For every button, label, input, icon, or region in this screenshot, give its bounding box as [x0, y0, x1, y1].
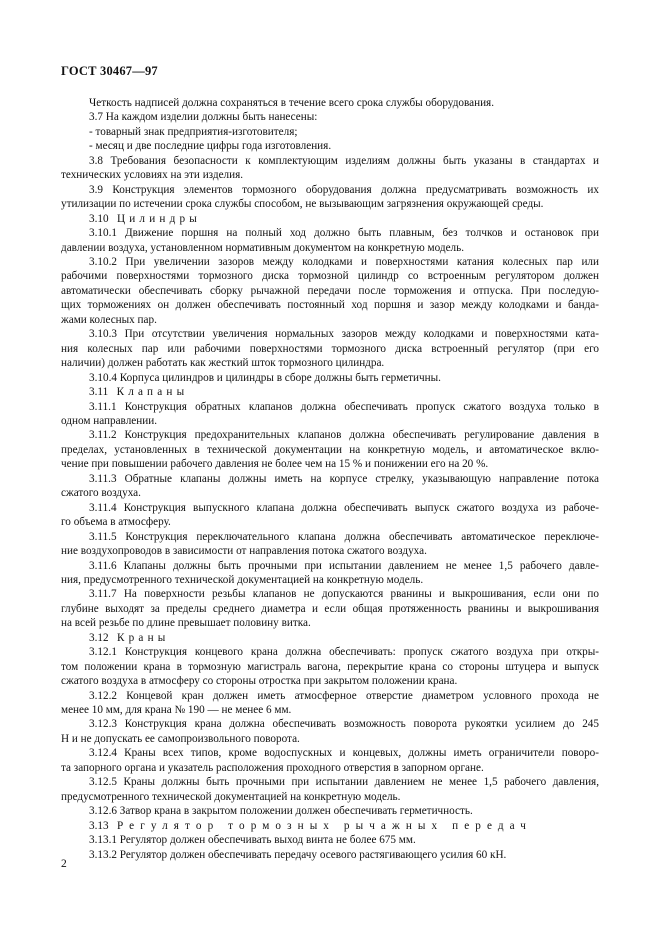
paragraph-continuation [61, 732, 599, 746]
paragraph [61, 327, 599, 341]
text-line: жами колесных пар. [61, 313, 157, 326]
section-number: 3.13 [89, 819, 109, 832]
list-item [61, 139, 599, 153]
text-line: го объема в атмосферу. [61, 516, 171, 529]
section-title: Цилиндры [116, 212, 201, 225]
text-line: 3.12.1 Конструкция концевого крана должна обеспечивать: пропуск сжатого воздуха при откры- [89, 646, 599, 659]
text-line: ние воздухопроводов в зависимости от направления потока сжатого воздуха. [61, 545, 427, 558]
text-line: 3.8 Требования безопасности к комплектующим изделиям должны быть указаны в стандартах и [89, 154, 599, 167]
paragraph-continuation [61, 486, 599, 500]
paragraph-continuation [61, 313, 599, 327]
text-line: 3.11.2 Конструкция предохранительных клапанов должна обеспечивать регулирование давления в [89, 429, 599, 442]
paragraph [61, 110, 599, 124]
paragraph [61, 587, 599, 601]
text-line: ния, предусмотренного технической документацией на конкретную модель. [61, 573, 424, 586]
section-number: 3.11 [89, 386, 109, 399]
paragraph [61, 833, 599, 847]
text-line: 3.11.4 Конструкция выпускного клапана должна обеспечивать выпуск сжатого воздуха из рабоче- [89, 501, 599, 514]
text-line: 3.12.2 Концевой кран должен иметь атмосферное отверстие диаметром условного прохода не [89, 689, 599, 702]
text-line: 3.9 Конструкция элементов тормозного оборудования должна предусматривать возможность их [89, 183, 599, 196]
text-line: чение при повышении рабочего давления не более чем на 15 % и понижении его на 20 %. [61, 458, 489, 471]
section-number: 3.10 [89, 212, 109, 225]
paragraph [61, 400, 599, 414]
text-line: 3.13.1 Регулятор должен обеспечивать выход винта не более 675 мм. [89, 834, 416, 847]
page-number: 2 [61, 858, 67, 870]
paragraph-continuation [61, 197, 599, 211]
text-line: 3.11.1 Конструкция обратных клапанов должна обеспечивать пропуск сжатого воздуха только в [89, 400, 599, 413]
paragraph [61, 183, 599, 197]
text-line: 3.11.5 Конструкция переключательного клапана должна обеспечивать автоматическое переключе- [89, 530, 599, 543]
paragraph [61, 501, 599, 515]
paragraph-continuation [61, 573, 599, 587]
section-heading [61, 819, 599, 833]
text-line: Четкость надписей должна сохраняться в течение всего срока службы оборудования. [89, 97, 495, 109]
paragraph [61, 848, 599, 862]
text-line: менее 10 мм, для крана № 190 — не менее 6 мм. [61, 704, 292, 717]
paragraph-continuation [61, 168, 599, 182]
paragraph-continuation [61, 790, 599, 804]
paragraph-continuation [61, 544, 599, 558]
list-item [61, 125, 599, 139]
text-line: 3.11.7 На поверхности резьбы клапанов не допускаются рванины и выкрошивания, если они по [89, 588, 599, 601]
text-line: 3.11.3 Обратные клапаны должны иметь на корпусе стрелку, указывающую направление потока [89, 472, 599, 485]
text-line: утилизации по истечении срока службы способом, не вызывающим загрязнения окружающей среды. [61, 198, 544, 211]
paragraph-continuation [61, 703, 599, 717]
paragraph-continuation [61, 284, 599, 298]
text-line: 3.10.1 Движение поршня на полный ход должно быть плавным, без толчков и остановок при [89, 227, 599, 240]
text-line: 3.10.4 Корпуса цилиндров и цилиндры в сборе должны быть герметичны. [89, 371, 441, 384]
text-line: та запорного органа и указатель расположения проходного отверстия в запорном органе. [61, 761, 484, 774]
section-number: 3.12 [89, 631, 109, 644]
section-heading [61, 212, 599, 226]
text-line: сжатого воздуха. [61, 487, 141, 500]
text-line: пределах, установленных в технической документации на конкретную модель, и автоматическое вклю- [61, 443, 599, 456]
paragraph-continuation [61, 457, 599, 471]
text-line: 3.12.4 Краны всех типов, кроме водоспускных и концевых, должны иметь ограничители поворо- [89, 747, 599, 760]
paragraph-continuation [61, 761, 599, 775]
section-title: Клапаны [116, 386, 189, 399]
paragraph [61, 717, 599, 731]
text-line: 3.10.2 При увеличении зазоров между колодками и поверхностями катания колесных пар или [89, 255, 599, 268]
text-line: сжатого воздуха в атмосферу со стороны отростка при закрытом положении крана. [61, 675, 458, 688]
section-title: Краны [116, 631, 170, 644]
text-line: 3.11.6 Клапаны должны быть прочными при испытании давлением не менее 1,5 рабочего давле- [89, 559, 599, 572]
paragraph-continuation [61, 269, 599, 283]
text-line: предусмотренного технической документацией на конкретную модель. [61, 790, 401, 803]
paragraph [61, 645, 599, 659]
section-heading [61, 385, 599, 399]
paragraph-continuation [61, 660, 599, 674]
paragraph-continuation [61, 342, 599, 356]
text-line: глубине выходят за пределы среднего диаметра и если общая протяженность рванины и выкрошивания [61, 602, 599, 615]
paragraph [61, 428, 599, 442]
paragraph-continuation [61, 298, 599, 312]
paragraph-continuation [61, 356, 599, 370]
paragraph-continuation [61, 414, 599, 428]
paragraph-continuation [61, 515, 599, 529]
text-line: 3.12.5 Краны должны быть прочными при испытании давлением не менее 1,5 рабочего давления, [89, 776, 599, 789]
text-line: щих торможениях он должен обеспечивать постоянный ход поршня и зазор между колодками и банда- [61, 299, 599, 312]
paragraph-continuation [61, 443, 599, 457]
paragraph [61, 559, 599, 573]
section-heading [61, 631, 599, 645]
text-line: на всей резьбе по длине превышает половину витка. [61, 617, 311, 630]
text-line: - товарный знак предприятия-изготовителя; [89, 125, 298, 138]
text-line: 3.12.3 Конструкция крана должна обеспечивать возможность поворота рукоятки усилием до 245 [89, 718, 599, 731]
text-line: 3.13.2 Регулятор должен обеспечивать передачу осевого растягивающего усилия 60 кН. [89, 848, 507, 861]
text-line: наличии) должен работать как жесткий шток тормозного цилиндра. [61, 357, 385, 370]
text-line: Н и не допускать ее самопроизвольного поворота. [61, 732, 300, 745]
text-line: - месяц и две последние цифры года изготовления. [89, 140, 332, 153]
text-line: рабочими поверхностями тормозного диска тормозной цилиндр со встроенным регулятором должен [61, 270, 599, 283]
paragraph-continuation [61, 241, 599, 255]
document-body [61, 96, 599, 862]
text-line: 3.12.6 Затвор крана в закрытом положении должен обеспечивать герметичность. [89, 805, 473, 818]
paragraph-continuation [61, 674, 599, 688]
paragraph [61, 530, 599, 544]
paragraph [61, 804, 599, 818]
text-line: 3.10.3 При отсутствии увеличения нормальных зазоров между колодками и поверхностями ката- [89, 328, 599, 341]
text-line: давлении воздуха, установленном нормативным документом на конкретную модель. [61, 241, 465, 254]
paragraph [61, 226, 599, 240]
paragraph-continuation [61, 602, 599, 616]
paragraph [61, 255, 599, 269]
section-title: Регулятор тормозных рычажных передач [116, 819, 533, 832]
text-line: 3.7 На каждом изделии должны быть нанесены: [89, 111, 318, 124]
paragraph [61, 96, 599, 110]
text-line: одном направлении. [61, 414, 157, 427]
paragraph [61, 775, 599, 789]
text-line: технических условиях на эти изделия. [61, 169, 244, 182]
text-line: ния колесных пар или рабочими поверхностями тормозного диска встроенный регулятор (при его [61, 342, 599, 355]
text-line: автоматически обеспечивать сборку рычажной передачи после торможения и отпуска. При последую- [61, 284, 599, 297]
paragraph [61, 472, 599, 486]
paragraph [61, 154, 599, 168]
text-line: том положении крана в тормозную магистраль вагона, перекрытие крана со стороны штуцера и выпуск [61, 660, 599, 673]
paragraph [61, 746, 599, 760]
document-header: ГОСТ 30467—97 [61, 64, 158, 78]
paragraph [61, 689, 599, 703]
paragraph [61, 371, 599, 385]
paragraph-continuation [61, 616, 599, 630]
